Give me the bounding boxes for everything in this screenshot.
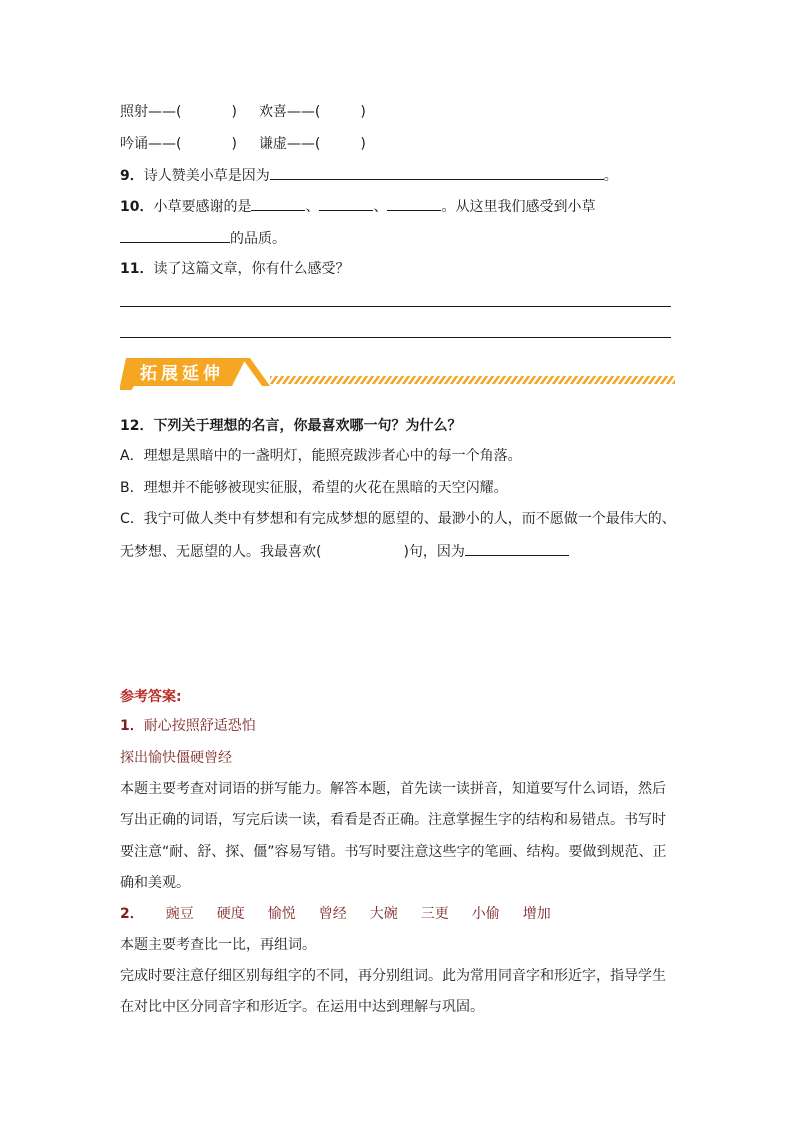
- q12-option-a: A．理想是黑暗中的一盏明灯，能照亮跋涉者心中的每一个角落。: [120, 448, 522, 464]
- q11-text: 读了这篇文章，你有什么感受？: [153, 261, 350, 277]
- q12-c-text-1: 无梦想、无愿望的人。我最喜欢(: [120, 544, 322, 560]
- answer-1-explain-3: 要注意“耐、舒、探、僵”容易写错。书写时要注意这些字的笔画、结构。要做到规范、正: [120, 844, 667, 860]
- section-banner: [120, 358, 675, 390]
- answer-2-word: 曾经: [318, 906, 347, 922]
- answer-2-number: 2．: [120, 906, 144, 922]
- q12-blank[interactable]: [465, 541, 569, 556]
- q10-text-2: 。从这里我们感受到小草: [441, 199, 596, 215]
- question-10-cont: [120, 228, 286, 249]
- q8-word-4: 谦虚——(: [258, 136, 321, 152]
- q12-option-b: B．理想并不能够被现实征服，希望的火花在黑暗的天空闪耀。: [120, 480, 508, 496]
- q10-blank-1[interactable]: [251, 196, 305, 211]
- question-11: [120, 259, 349, 279]
- q10-sep-2: 、: [373, 199, 388, 215]
- q12-c-text-2: )句，因为: [403, 544, 465, 560]
- q9-blank[interactable]: [270, 165, 604, 180]
- answer-2-word: 小偷: [471, 906, 500, 922]
- q8-word-3: 吟诵——(: [120, 136, 182, 152]
- answer-2-explain-1: 本题主要考查比一比，再组词。: [120, 937, 316, 953]
- q11-answer-line-1[interactable]: [120, 306, 671, 307]
- answer-2-explain-3: 在对比中区分同音字和形近字。在运用中达到理解与巩固。: [120, 999, 484, 1015]
- q8-paren-close-1: ): [231, 104, 237, 120]
- q8-row-1: [120, 102, 366, 122]
- q8-paren-close-4: ): [360, 136, 366, 152]
- answer-1-words-1: 耐心按照舒适恐怕: [143, 718, 256, 734]
- answer-2-words: [120, 904, 574, 924]
- q10-sep-1: 、: [305, 199, 320, 215]
- q8-row-2: [120, 134, 366, 154]
- q8-paren-close-3: ): [231, 136, 237, 152]
- q10-blank-2[interactable]: [319, 196, 373, 211]
- q12-option-c-line-1: C．我宁可做人类中有梦想和有完成梦想的愿望的、最渺小的人，而不愿做一个最伟大的、: [120, 511, 676, 527]
- q10-blank-4[interactable]: [120, 228, 230, 243]
- q10-text-3: 的品质。: [230, 231, 286, 247]
- q11-answer-line-2[interactable]: [120, 337, 671, 338]
- answer-2-word: 三更: [420, 906, 449, 922]
- q12-title: 12．下列关于理想的名言，你最喜欢哪一句？为什么？: [120, 418, 462, 434]
- q11-number: 11．: [120, 261, 154, 277]
- q12-option-c-line-2: [120, 541, 569, 562]
- banner-title: 拓展延伸: [140, 364, 224, 384]
- answer-1-explain-1: 本题主要考查对词语的拼写能力。解答本题，首先读一读拼音，知道要写什么词语，然后: [120, 781, 666, 797]
- question-9: [120, 165, 618, 186]
- answer-2-word: 大碗: [369, 906, 398, 922]
- q10-number: 10．: [120, 199, 154, 215]
- answer-1-explain-4: 确和美观。: [120, 875, 190, 891]
- answers-title: 参考答案:: [120, 689, 182, 705]
- q8-paren-close-2: ): [360, 104, 366, 120]
- q9-number: 9．: [120, 168, 144, 184]
- answer-1-words-2: 探出愉快僵硬曾经: [120, 750, 232, 766]
- answer-1-explain-2: 写出正确的词语，写完后读一读，看看是否正确。注意掌握生字的结构和易错点。书写时: [120, 812, 666, 828]
- answer-2-word: 豌豆: [165, 906, 194, 922]
- q10-text: 小草要感谢的是: [153, 199, 252, 215]
- answer-1-number: 1．: [120, 718, 144, 734]
- question-10: [120, 196, 595, 217]
- q9-text: 诗人赞美小草是因为: [143, 168, 270, 184]
- q8-word-2: 欢喜——(: [258, 104, 321, 120]
- q9-end: 。: [603, 168, 618, 184]
- answer-2-word: 愉悦: [267, 906, 296, 922]
- answer-2-word: 增加: [522, 906, 551, 922]
- q8-word-1: 照射——(: [120, 104, 182, 120]
- q10-blank-3[interactable]: [387, 196, 441, 211]
- answer-2-word: 硬度: [216, 906, 245, 922]
- answer-1-line-1: [120, 716, 256, 736]
- answer-2-explain-2: 完成时要注意仔细区别每组字的不同，再分别组词。此为常用同音字和形近字，指导学生: [120, 968, 666, 984]
